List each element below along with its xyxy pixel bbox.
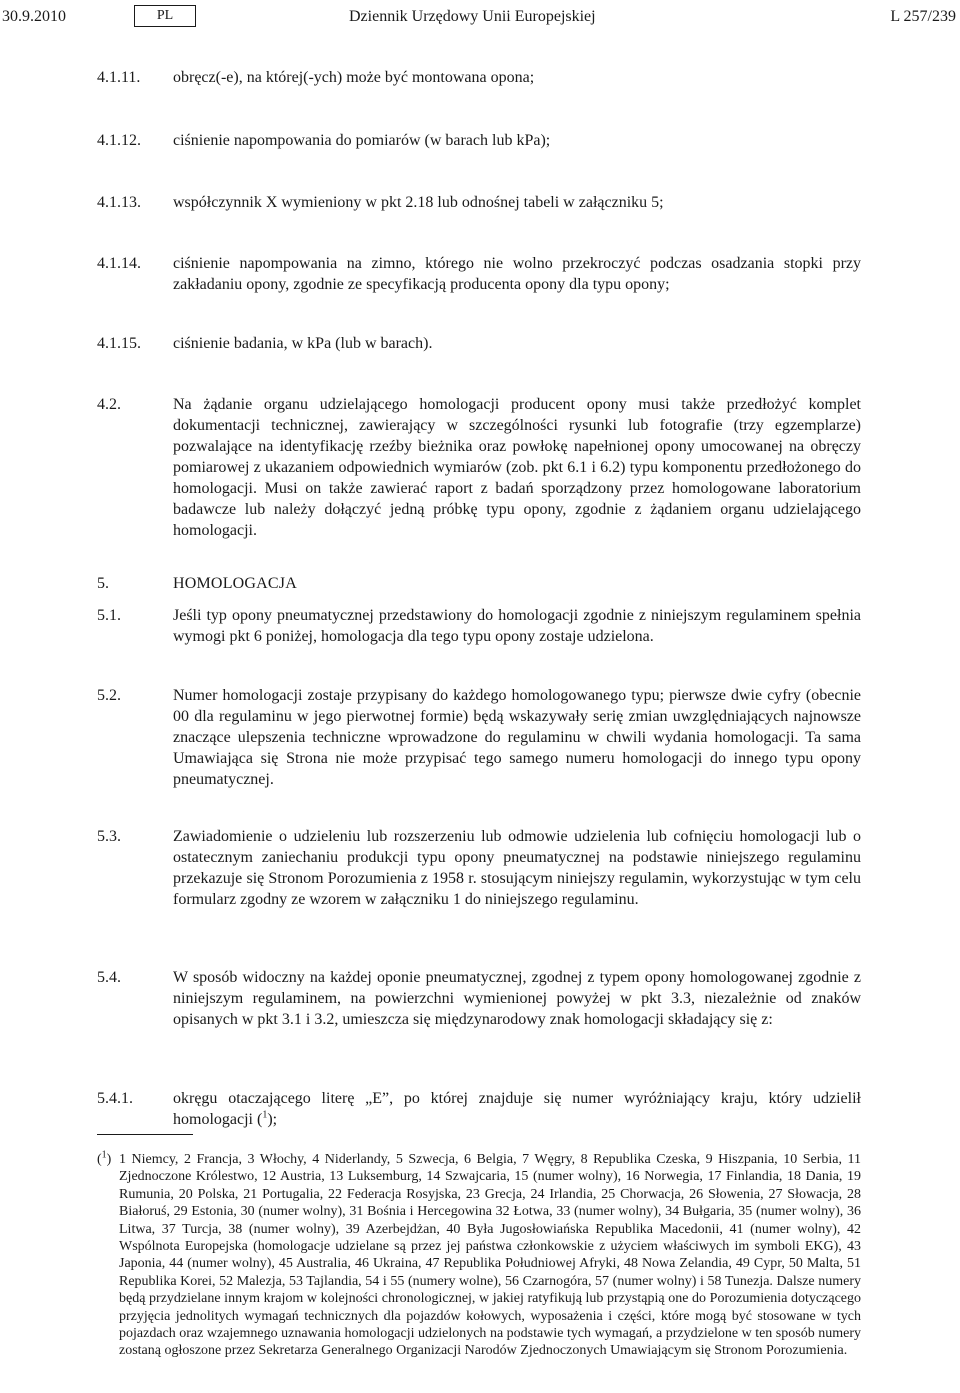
- paragraph-4-1-12: [0, 130, 960, 151]
- paragraph-number: 4.2.: [97, 396, 121, 413]
- paragraph-number: 5.1.: [97, 607, 121, 624]
- paragraph-text: [173, 1088, 861, 1130]
- footnote-text: 1 Niemcy, 2 Francja, 3 Włochy, 4 Niderlandy, 5 Szwecja, 6 Belgia, 7 Węgry, 8 Republika Czeska, 9 Hiszpania, 10 Serbia, 11 Zjednoczone Królestwo, 12 Austria, 13 Luksemburg, 14 Szwajcaria, 15 (numer wolny), 16 Norwegia, 17 Finlandia, 18 Dania, 19 Rumunia, 20 Polska, 21 Portugalia, 22 Federacja Rosyjska, 23 Grecja, 24 Irlandia, 25 Chorwacja, 26 Słowenia, 27 Słowacja, 28 Białoruś, 29 Estonia, 30 (numer wolny), 31 Bośnia i Hercegowina 32 Łotwa, 33 (numer wolny), 34 Bułgaria, 35 (numer wolny), 36 Litwa, 37 Turcja, 38 (numer wolny), 39 Azerbejdżan, 40 Była Jugosłowiańska Republika Macedonii, 41 (numer wolny), 42 Wspólnota Europejska (homologacje udzielane są przez jej państwa członkowskie z użyciem właściwych im symboli EKG), 43 Japonia, 44 (numer wolny), 45 Australia, 46 Ukraina, 47 Republika Południowej Afryki, 48 Nowa Zelandia, 49 Cypr, 50 Malta, 51 Republika Korei, 52 Malezja, 53 Tajlandia, 54 i 55 (numery wolne), 56 Czarnogóra, 57 (numer wolny) i 58 Tunezja. Dalsze numery będą przydzielane innym krajom w kolejności chronologicznej, w jakiej ratyfikują lub przystąpią one do Porozumienia dotyczącego przyjęcia jednolitych wymagań technicznych dla pojazdów kołowych, wyposażenia i części, które mogą być stosowane w tych pojazdach oraz wzajemnego uznawania homologacji udzielonych na podstawie tych wymagań, a przydzielone w ten sposób numery zostaną ogłoszone przez Sekretarza Generalnego Organizacji Narodów Zjednoczonych Umawiającym się Stronom Porozumienia.: [119, 1152, 861, 1359]
- footnote: [0, 1151, 960, 1360]
- journal-title: Dziennik Urzędowy Unii Europejskiej: [349, 8, 596, 25]
- paragraph-text: Zawiadomienie o udzieleniu lub rozszerzeniu lub odmowie udzielenia lub cofnięciu homologacji lub o ostatecznym zaniechaniu produkcji typu opony pneumatycznej na podstawie niniejszego regulaminu przekazuje się Stronom Porozumienia z 1958 r. stosującym niniejszy regulamin, wykorzystując w tym celu formularz zgodny ze wzorem w załączniku 1 do niniejszego regulaminu.: [173, 828, 861, 908]
- paragraph-number: 4.1.13.: [97, 194, 141, 211]
- paragraph-4-1-13: [0, 192, 960, 213]
- paragraph-text: ciśnienie badania, w kPa (lub w barach).: [173, 335, 433, 352]
- paragraph-4-1-15: [0, 333, 960, 354]
- footnote-number: 1: [101, 1149, 107, 1161]
- publication-date: 30.9.2010: [2, 8, 66, 25]
- paragraph-5-3: [0, 826, 960, 910]
- paragraph-text: Numer homologacji zostaje przypisany do każdego homologowanego typu; pierwsze dwie cyfry (obecnie 00 dla regulaminu w jego pierwotnej formie) będą wskazywały serię zmian uwzględniających najnowsze znaczące ulepszenia techniczne wprowadzone do regulaminu w chwili wydania homologacji. Ta sama Umawiająca się Strona nie może przypisać tego samego numeru homologacji do innego typu opony pneumatycznej.: [173, 687, 861, 788]
- paragraph-text: Na żądanie organu udzielającego homologacji producent opony musi także przedłożyć komplet dokumentacji technicznej, zawierający w szczególności rysunki lub fotografie (trzy egzemplarze) pozwalające na identyfikację rzeźby bieżnika oraz powłokę napełnionej opony umocowanej na obręczy pomiarowej z ukazaniem odpowiednich wymiarów (zob. pkt 6.1 i 6.2) typu komponentu przedłożonego do homologacji. Musi on także zawierać raport z badań sporządzony przez homologowane laboratorium badawcze lub należy dołączyć jedną próbkę typu opony, zgodnie z żądaniem organu udzielającego homologacji.: [173, 396, 861, 539]
- paragraph-number: 4.1.14.: [97, 255, 141, 272]
- paragraph-text: ciśnienie napompowania do pomiarów (w barach lub kPa);: [173, 132, 551, 149]
- page-reference: L 257/239: [890, 8, 956, 25]
- paragraph-text-start: okręgu otaczającego literę „E”, po której znajduje się numer wyróżniający kraju, który udzielił homologacji (: [173, 1090, 861, 1128]
- language-badge: PL: [134, 5, 196, 27]
- paragraph-text-end: );: [267, 1111, 278, 1128]
- paragraph-number: 4.1.15.: [97, 335, 141, 352]
- paragraph-5-4: [0, 967, 960, 1030]
- page-header: [0, 4, 960, 30]
- paragraph-number: 4.1.12.: [97, 132, 141, 149]
- paragraph-5-1: [0, 605, 960, 647]
- paragraph-4-1-11: [0, 67, 960, 88]
- footnote-reference: 1: [262, 1109, 268, 1121]
- paragraph-text: W sposób widoczny na każdej oponie pneumatycznej, zgodnej z typem opony homologowanej zgodnie z niniejszym regulaminem, na powierzchni wymienionej powyżej w pkt 3.3, niezależnie od znaków opisanych w pkt 3.1 i 3.2, umieszcza się międzynarodowy znak homologacji składający się z:: [173, 969, 861, 1028]
- paragraph-text: współczynnik X wymieniony w pkt 2.18 lub odnośnej tabeli w załączniku 5;: [173, 194, 664, 211]
- section-5-heading: [0, 573, 960, 594]
- paragraph-5-4-1: [0, 1088, 960, 1130]
- paragraph-text: Jeśli typ opony pneumatycznej przedstawiony do homologacji zgodnie z niniejszym regulaminem spełnia wymogi pkt 6 poniżej, homologacja dla tego typu opony zostaje udzielona.: [173, 607, 861, 645]
- paragraph-text: obręcz(-e), na której(-ych) może być montowana opona;: [173, 69, 535, 86]
- paragraph-5-2: [0, 685, 960, 790]
- paragraph-text: ciśnienie napompowania na zimno, którego nie wolno przekroczyć podczas osadzania stopki przy zakładaniu opony, zgodnie ze specyfikacją producenta opony dla typu opony;: [173, 255, 861, 293]
- paragraph-number: 5.3.: [97, 828, 121, 845]
- footnote-marker: ($^1$): [97, 1149, 112, 1167]
- paragraph-number: 5.4.: [97, 969, 121, 986]
- footnote-separator: [97, 1134, 193, 1135]
- section-title: HOMOLOGACJA: [173, 575, 297, 592]
- paragraph-number: 5.4.1.: [97, 1090, 133, 1107]
- paragraph-4-2: [0, 394, 960, 541]
- paragraph-4-1-14: [0, 253, 960, 295]
- section-number: 5.: [97, 575, 109, 592]
- paragraph-number: 4.1.11.: [97, 69, 141, 86]
- paragraph-number: 5.2.: [97, 687, 121, 704]
